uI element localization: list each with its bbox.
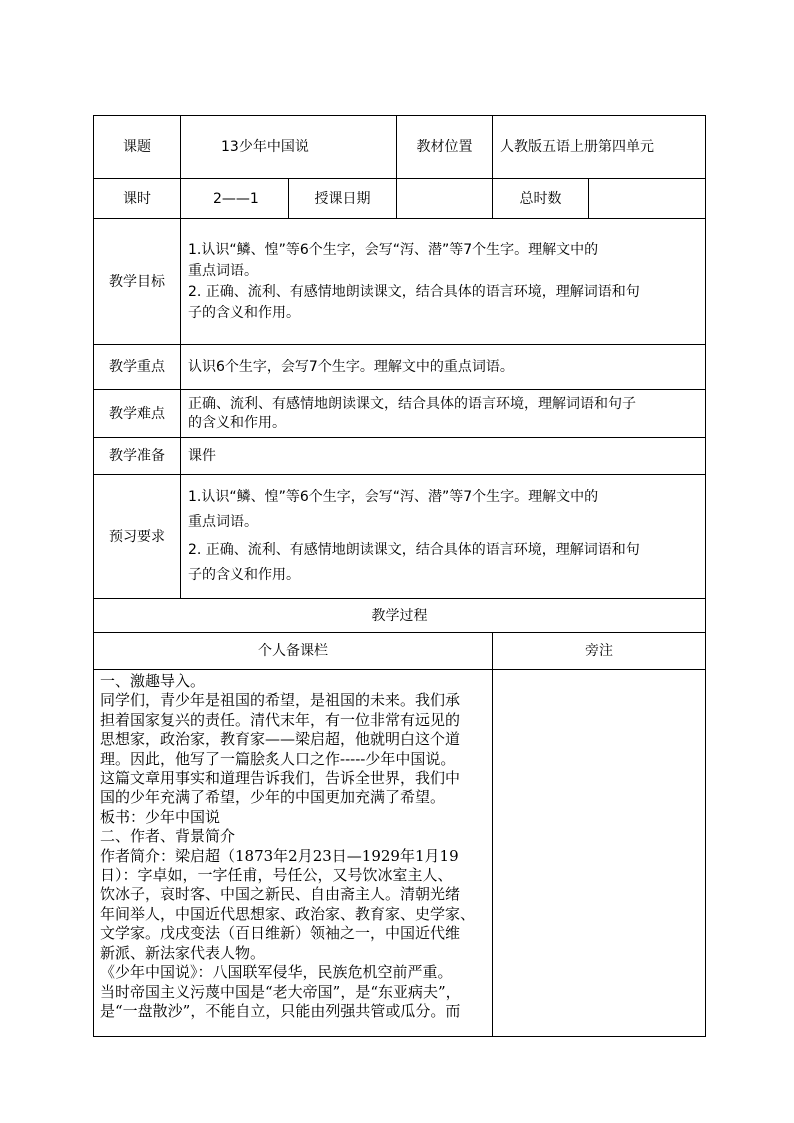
process-line: 板书：少年中国说 bbox=[100, 807, 221, 826]
lesson-date-label: 授课日期 bbox=[289, 179, 397, 219]
goals-line: 2. 正确、流利、有感情地朗读课文，结合具体的语言环境，理解词语和句 bbox=[188, 283, 640, 300]
goals-row bbox=[94, 219, 706, 345]
process-line: 一、激趣导入。 bbox=[100, 672, 206, 690]
process-line: 日）：字卓如，一字任甫，号任公，又号饮冰室主人、 bbox=[100, 866, 453, 885]
process-line: 同学们，青少年是祖国的希望，是祖国的未来。我们承 bbox=[100, 691, 461, 710]
process-line: 思想家，政治家，教育家——梁启超，他就明白这个道 bbox=[100, 730, 461, 749]
process-line: 饮冰子，哀时客、中国之新民、自由斋主人。清朝光绪 bbox=[100, 885, 461, 904]
topic-value: 13少年中国说 bbox=[181, 116, 397, 179]
goals-line: 子的含义和作用。 bbox=[188, 304, 300, 321]
preview-row bbox=[94, 475, 706, 599]
process-header-row bbox=[94, 633, 706, 670]
goals-line: 1.认识“鳞、惶”等6个生字，会写“泻、潜”等7个生字。理解文中的 bbox=[188, 241, 599, 258]
preview-label: 预习要求 bbox=[94, 475, 181, 599]
process-line: 当时帝国主义污蔑中国是“老大帝国”，是“东亚病夫”， bbox=[100, 982, 461, 1001]
process-line: 作者简介：梁启超（1873年2月23日—1929年1月19 bbox=[100, 846, 459, 865]
difficulties-line: 正确、流利、有感情地朗读课文，结合具体的语言环境，理解词语和句子 bbox=[188, 395, 636, 412]
process-line: 文学家。戊戌变法（百日维新）领袖之一，中国近代维 bbox=[100, 924, 461, 943]
topic-row bbox=[94, 116, 706, 179]
personal-prep-content bbox=[94, 670, 493, 1037]
preview-line: 2. 正确、流利、有感情地朗读课文，结合具体的语言环境，理解词语和句 bbox=[188, 542, 640, 558]
process-line: 是“一盘散沙”，不能自立，只能由列强共管或瓜分。而 bbox=[100, 1001, 461, 1020]
preparation-label: 教学准备 bbox=[94, 438, 181, 475]
key-points-label: 教学重点 bbox=[94, 345, 181, 390]
key-points-text: 认识6个生字，会写7个生字。理解文中的重点词语。 bbox=[181, 345, 706, 390]
total-hours-value bbox=[589, 179, 706, 219]
notes-content bbox=[493, 670, 706, 1037]
process-title-row bbox=[94, 599, 706, 633]
personal-prep-label: 个人备课栏 bbox=[94, 633, 493, 670]
process-line: 国的少年充满了希望，少年的中国更加充满了希望。 bbox=[100, 788, 446, 807]
process-body-row bbox=[94, 670, 706, 1037]
goals-text bbox=[181, 219, 706, 345]
preview-line: 子的含义和作用。 bbox=[188, 567, 300, 583]
key-points-row bbox=[94, 345, 706, 390]
lesson-plan-table bbox=[93, 115, 706, 1037]
process-line: 理。因此，他写了一篇脍炙人口之作-----少年中国说。 bbox=[100, 749, 456, 768]
process-line: 担着国家复兴的责任。清代末年，有一位非常有远见的 bbox=[100, 710, 461, 729]
preparation-text: 课件 bbox=[181, 438, 706, 475]
difficulties-line: 的含义和作用。 bbox=[188, 414, 286, 431]
notes-label: 旁注 bbox=[493, 633, 706, 670]
difficulties-text bbox=[181, 390, 706, 438]
textbook-position-value: 人教版五语上册第四单元 bbox=[493, 116, 706, 179]
lesson-date-value bbox=[397, 179, 493, 219]
topic-label: 课题 bbox=[94, 116, 181, 179]
preview-text bbox=[181, 475, 706, 599]
preparation-row bbox=[94, 438, 706, 475]
textbook-position-label: 教材位置 bbox=[397, 116, 493, 179]
process-line: 新派、新法家代表人物。 bbox=[100, 943, 266, 962]
process-line: 二、作者、背景简介 bbox=[100, 827, 236, 846]
preview-line: 1.认识“鳞、惶”等6个生字，会写“泻、潜”等7个生字。理解文中的 bbox=[188, 489, 599, 505]
period-label: 课时 bbox=[94, 179, 181, 219]
process-title: 教学过程 bbox=[94, 599, 706, 633]
goals-line: 重点词语。 bbox=[188, 262, 258, 279]
goals-label: 教学目标 bbox=[94, 219, 181, 345]
process-line: 这篇文章用事实和道理告诉我们，告诉全世界，我们中 bbox=[100, 769, 461, 788]
process-line: 年间举人，中国近代思想家、政治家、教育家、史学家、 bbox=[100, 904, 476, 923]
preview-line: 重点词语。 bbox=[188, 514, 258, 530]
process-line: 《少年中国说》：八国联军侵华，民族危机空前严重。 bbox=[100, 963, 453, 982]
period-value: 2——1 bbox=[181, 179, 289, 219]
period-row bbox=[94, 179, 706, 219]
total-hours-label: 总时数 bbox=[493, 179, 589, 219]
difficulties-label: 教学难点 bbox=[94, 390, 181, 438]
difficulties-row bbox=[94, 390, 706, 438]
